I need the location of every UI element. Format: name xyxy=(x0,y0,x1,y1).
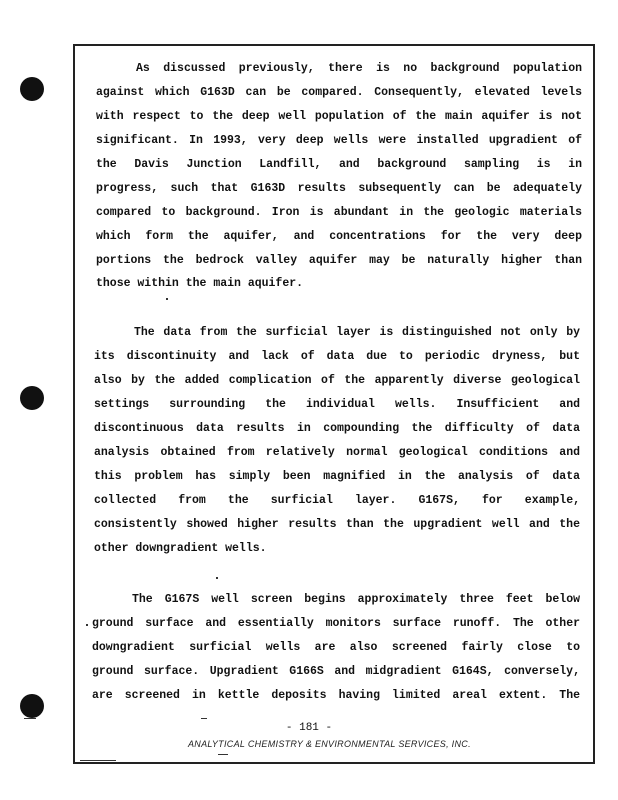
text-line: downgradient surficial wells are also screened fairly close to xyxy=(92,641,580,654)
scan-speck xyxy=(86,624,88,626)
text-line: The G167S well screen begins approximately three feet below xyxy=(132,593,580,606)
text-line: the Davis Junction Landfill, and background sampling is in xyxy=(96,158,582,171)
text-line: discontinuous data results in compounding the difficulty of data xyxy=(94,422,580,435)
text-line: with respect to the deep well population of the main aquifer is not xyxy=(96,110,582,123)
text-line: this problem has simply been magnified in the analysis of data xyxy=(94,470,580,483)
text-line: portions the bedrock valley aquifer may be naturally higher than xyxy=(96,254,582,267)
text-line: As discussed previously, there is no background population xyxy=(136,62,582,75)
punch-hole xyxy=(20,386,44,410)
text-line: also by the added complication of the apparently diverse geological xyxy=(94,374,580,387)
punch-hole xyxy=(20,77,44,101)
text-line: collected from the surficial layer. G167S, for example, xyxy=(94,494,580,507)
text-line: settings surrounding the individual wells. Insufficient and xyxy=(94,398,580,411)
text-line: ground surface. Upgradient G166S and midgradient G164S, conversely, xyxy=(92,665,580,678)
text-line: analysis obtained from relatively normal geological conditions and xyxy=(94,446,580,459)
footer-company-name: ANALYTICAL CHEMISTRY & ENVIRONMENTAL SERVICES, INC. xyxy=(188,739,471,749)
scan-speck xyxy=(80,760,116,761)
text-line: which form the aquifer, and concentrations for the very deep xyxy=(96,230,582,243)
text-line: those within the main aquifer. xyxy=(96,277,304,290)
scan-speck xyxy=(201,718,207,719)
text-line: against which G163D can be compared. Consequently, elevated levels xyxy=(96,86,582,99)
scan-speck xyxy=(216,577,218,579)
text-line: are screened in kettle deposits having limited areal extent. The xyxy=(92,689,580,702)
text-line: compared to background. Iron is abundant in the geologic materials xyxy=(96,206,582,219)
text-line: progress, such that G163D results subsequently can be adequately xyxy=(96,182,582,195)
text-line: ground surface and essentially monitors surface runoff. The other xyxy=(92,617,580,630)
text-line: The data from the surficial layer is distinguished not only by xyxy=(134,326,580,339)
page-number: - 181 - xyxy=(285,722,333,734)
text-line: other downgradient wells. xyxy=(94,542,267,555)
scan-speck xyxy=(218,754,228,755)
text-line: significant. In 1993, very deep wells were installed upgradient of xyxy=(96,134,582,147)
punch-hole xyxy=(20,694,44,718)
scan-speck xyxy=(24,718,36,719)
text-line: its discontinuity and lack of data due to periodic dryness, but xyxy=(94,350,580,363)
text-line: consistently showed higher results than the upgradient well and the xyxy=(94,518,580,531)
scan-speck xyxy=(166,298,168,300)
